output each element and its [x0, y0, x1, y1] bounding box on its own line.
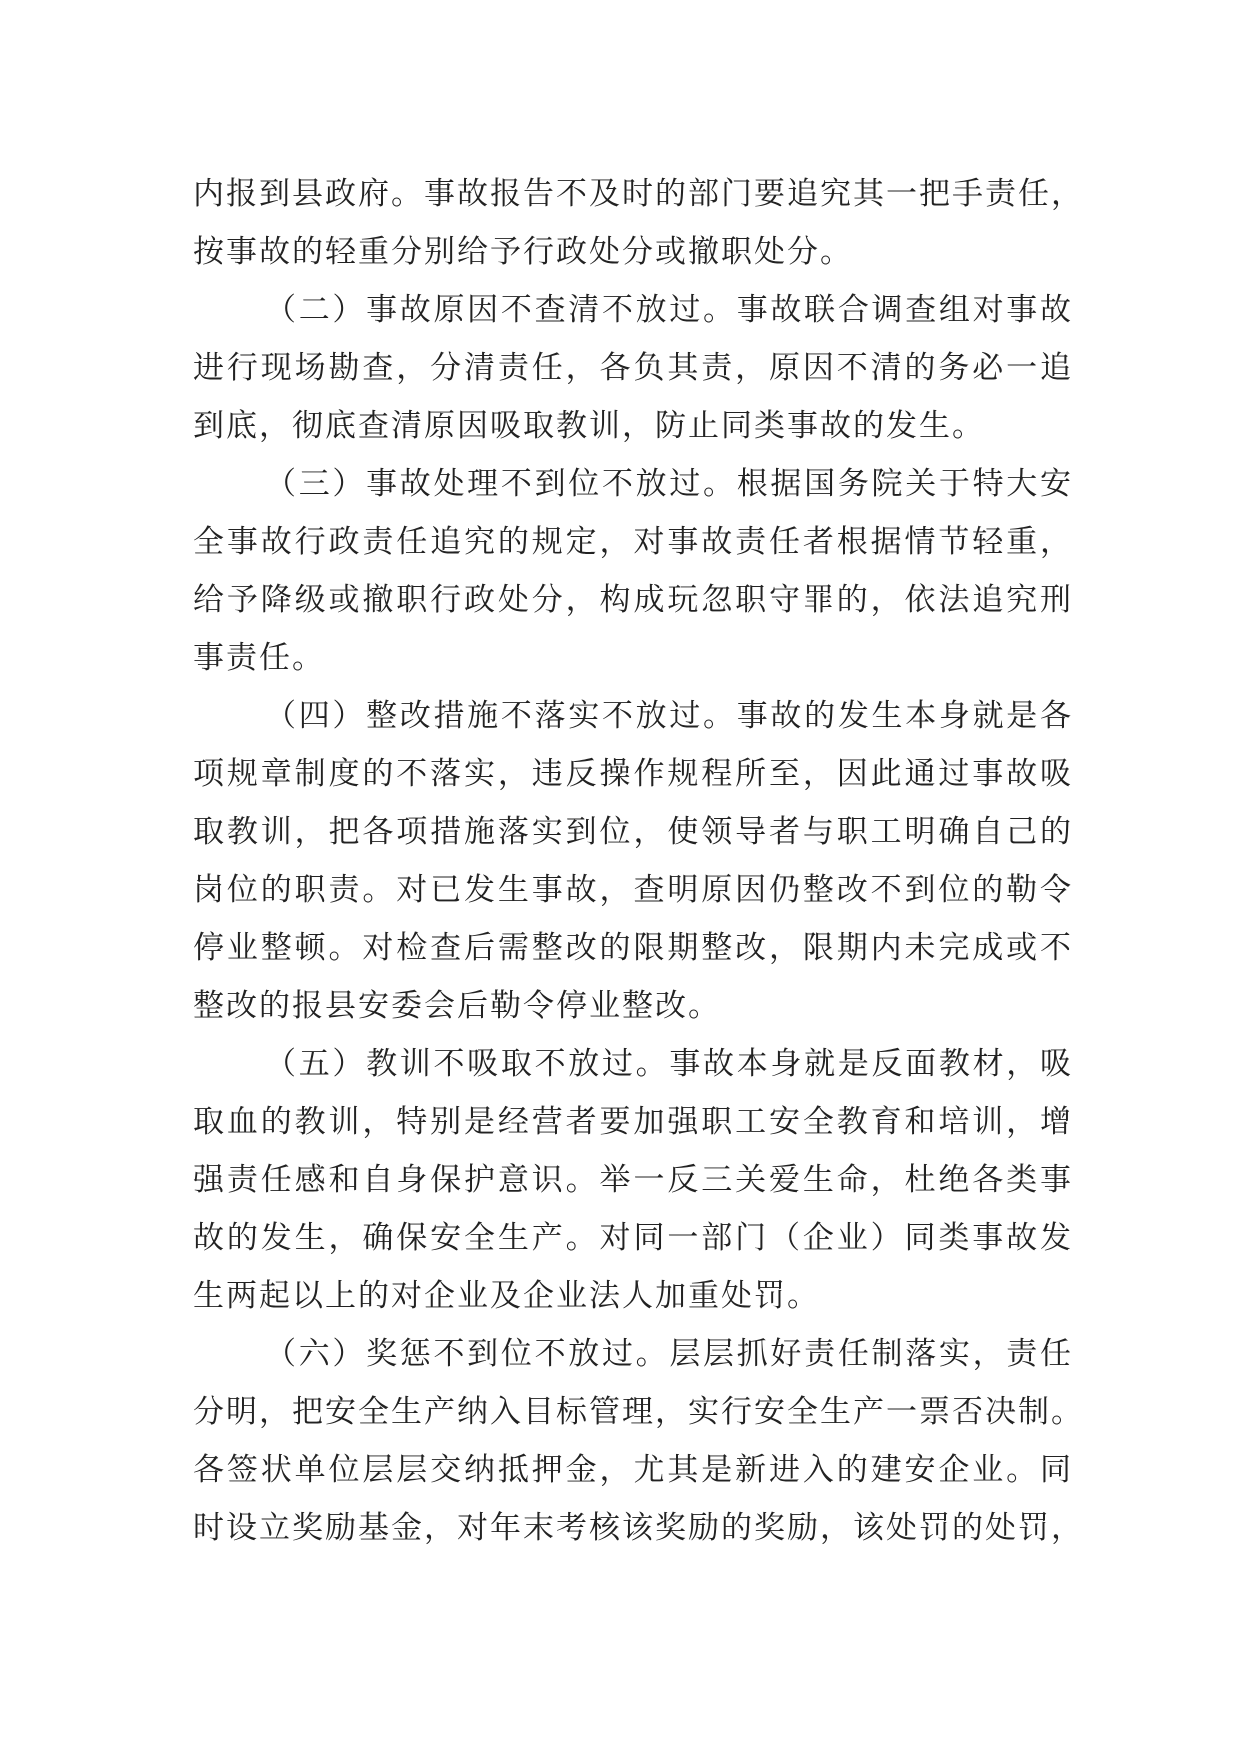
text-line: 整改的报县安委会后勒令停业整改。: [193, 988, 721, 1024]
text-line: 停业整顿。对检查后需整改的限期整改，限期内未完成或不: [193, 930, 1073, 966]
document-body: [193, 165, 1084, 1557]
text-line: （五）教训不吸取不放过。事故本身就是反面教材，吸: [265, 1046, 1073, 1082]
text-line: 按事故的轻重分别给予行政处分或撤职处分。: [193, 234, 853, 270]
text-line: 全事故行政责任追究的规定，对事故责任者根据情节轻重，: [193, 524, 1073, 560]
text-line: 进行现场勘查，分清责任，各负其责，原因不清的务必一追: [193, 350, 1073, 386]
text-line: 内报到县政府。事故报告不及时的部门要追究其一把手责任，: [193, 176, 1084, 212]
text-line: 给予降级或撤职行政处分，构成玩忽职守罪的，依法追究刑: [193, 582, 1073, 618]
text-line: 各签状单位层层交纳抵押金，尤其是新进入的建安企业。同: [193, 1452, 1073, 1488]
text-line: 到底，彻底查清原因吸取教训，防止同类事故的发生。: [193, 408, 985, 444]
text-line: 取血的教训，特别是经营者要加强职工安全教育和培训，增: [193, 1104, 1073, 1140]
text-line: （六）奖惩不到位不放过。层层抓好责任制落实，责任: [265, 1336, 1073, 1372]
text-line: 岗位的职责。对已发生事故，查明原因仍整改不到位的勒令: [193, 872, 1073, 908]
text-line: 故的发生，确保安全生产。对同一部门（企业）同类事故发: [193, 1220, 1073, 1256]
text-line: 取教训，把各项措施落实到位，使领导者与职工明确自己的: [193, 814, 1073, 850]
text-line: 生两起以上的对企业及企业法人加重处罚。: [193, 1278, 820, 1314]
text-line: 时设立奖励基金，对年末考核该奖励的奖励，该处罚的处罚，: [193, 1510, 1084, 1546]
text-line: 项规章制度的不落实，违反操作规程所至，因此通过事故吸: [193, 756, 1073, 792]
text-line: （三）事故处理不到位不放过。根据国务院关于特大安: [265, 466, 1073, 502]
text-line: （四）整改措施不落实不放过。事故的发生本身就是各: [265, 698, 1073, 734]
text-line: 事责任。: [193, 640, 325, 676]
text-line: 强责任感和自身保护意识。举一反三关爱生命，杜绝各类事: [193, 1162, 1073, 1198]
text-line: 分明，把安全生产纳入目标管理，实行安全生产一票否决制。: [193, 1394, 1084, 1430]
text-line: （二）事故原因不查清不放过。事故联合调查组对事故: [265, 292, 1073, 328]
